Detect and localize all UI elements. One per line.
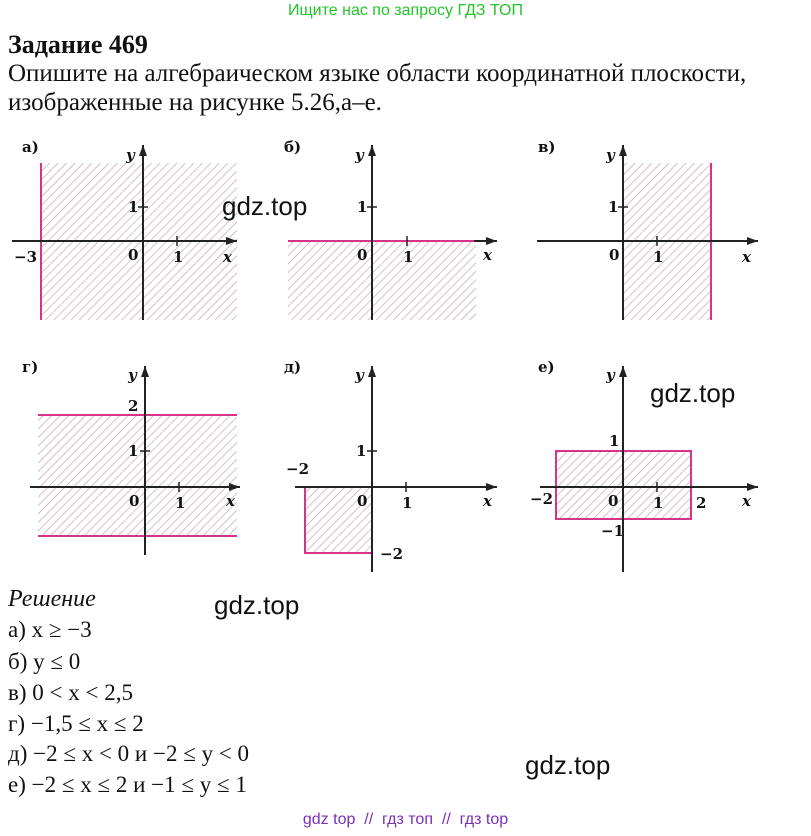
- y-axis-arrow: [619, 145, 627, 156]
- y-tick-label: −1: [601, 522, 625, 540]
- x-axis-label: x: [742, 492, 751, 510]
- x-tick-label: 1: [403, 248, 414, 266]
- origin-label: 0: [609, 246, 620, 264]
- task-title: Задание 469: [8, 30, 148, 59]
- y-tick-label: 1: [357, 198, 368, 216]
- x-axis-label: x: [223, 248, 232, 266]
- figure-label: а): [22, 138, 39, 156]
- x-axis-label: x: [742, 248, 751, 266]
- x-tick-label: −2: [286, 460, 310, 478]
- y-axis-arrow: [619, 366, 627, 377]
- figure-a: [12, 138, 237, 320]
- figure-label: е): [538, 358, 555, 376]
- y-axis-arrow: [139, 145, 147, 156]
- solution-line: д) −2 ≤ x < 0 и −2 ≤ y < 0: [8, 741, 250, 766]
- watermark: gdz.top: [222, 191, 308, 221]
- figure-label: в): [538, 138, 556, 156]
- shaded-region: [288, 241, 476, 320]
- figure-label: д): [284, 358, 302, 376]
- figure-d: [284, 358, 497, 572]
- y-axis-label: y: [355, 146, 364, 164]
- x-tick-label: 1: [402, 494, 413, 512]
- x-tick-label: −3: [14, 248, 38, 266]
- y-tick-label: 1: [128, 198, 139, 216]
- x-tick-label: 1: [653, 248, 664, 266]
- shaded-region: [38, 415, 237, 536]
- origin-label: 0: [129, 492, 140, 510]
- task-text: Опишите на алгебраическом языке области координатной плоскости, изображенные на рисунке 5.26,а–е.: [8, 60, 747, 116]
- solution-line: б) y ≤ 0: [8, 649, 81, 674]
- y-tick-label: 1: [608, 198, 619, 216]
- figure-v: [537, 138, 758, 320]
- solution-line: в) 0 < x < 2,5: [8, 680, 133, 705]
- origin-label: 0: [357, 492, 368, 510]
- y-axis-label: y: [126, 146, 135, 164]
- x-tick-label: −2: [530, 490, 554, 508]
- search-banner[interactable]: Ищите нас по запросу ГДЗ ТОП: [288, 2, 523, 19]
- y-tick-label: −2: [380, 545, 404, 563]
- figure-g: [22, 358, 240, 555]
- watermark: gdz.top: [650, 378, 736, 408]
- y-tick-label: 1: [128, 442, 139, 460]
- origin-label: 0: [128, 246, 139, 264]
- x-axis-label: x: [226, 492, 235, 510]
- watermark: gdz.top: [214, 590, 300, 620]
- x-axis-arrow: [486, 483, 497, 491]
- x-tick-label: 1: [175, 494, 186, 512]
- x-axis-label: x: [483, 492, 492, 510]
- watermark: gdz.top: [525, 750, 611, 780]
- figures-panel: [0, 130, 811, 585]
- origin-label: 0: [357, 246, 368, 264]
- y-axis-label: y: [606, 146, 615, 164]
- y-axis-arrow: [368, 145, 376, 156]
- figure-label: б): [284, 138, 302, 156]
- y-axis-arrow: [368, 366, 376, 377]
- x-tick-label: 1: [173, 248, 184, 266]
- x-axis-arrow: [747, 483, 758, 491]
- origin-label: 0: [608, 492, 619, 510]
- solution-line: г) −1,5 ≤ x ≤ 2: [8, 711, 144, 736]
- x-tick-label: 1: [653, 494, 664, 512]
- solution-line: а) x ≥ −3: [8, 617, 92, 642]
- x-axis-label: x: [483, 246, 492, 264]
- x-axis-arrow: [486, 237, 497, 245]
- y-axis-arrow: [141, 366, 149, 377]
- y-axis-label: y: [355, 366, 364, 384]
- y-axis-label: y: [128, 366, 137, 384]
- x-tick-label: 2: [696, 494, 707, 512]
- solution-line: е) −2 ≤ x ≤ 2 и −1 ≤ y ≤ 1: [8, 772, 247, 797]
- y-tick-label: 2: [128, 397, 139, 415]
- x-axis-arrow: [747, 237, 758, 245]
- y-tick-label: 1: [609, 432, 620, 450]
- y-axis-label: y: [606, 366, 615, 384]
- figure-label: г): [22, 358, 39, 376]
- figure-b: [284, 138, 497, 320]
- y-tick-label: 1: [356, 442, 367, 460]
- solution-title: Решение: [8, 586, 96, 612]
- footer-links[interactable]: gdz top // гдз топ // гдз top: [302, 811, 509, 828]
